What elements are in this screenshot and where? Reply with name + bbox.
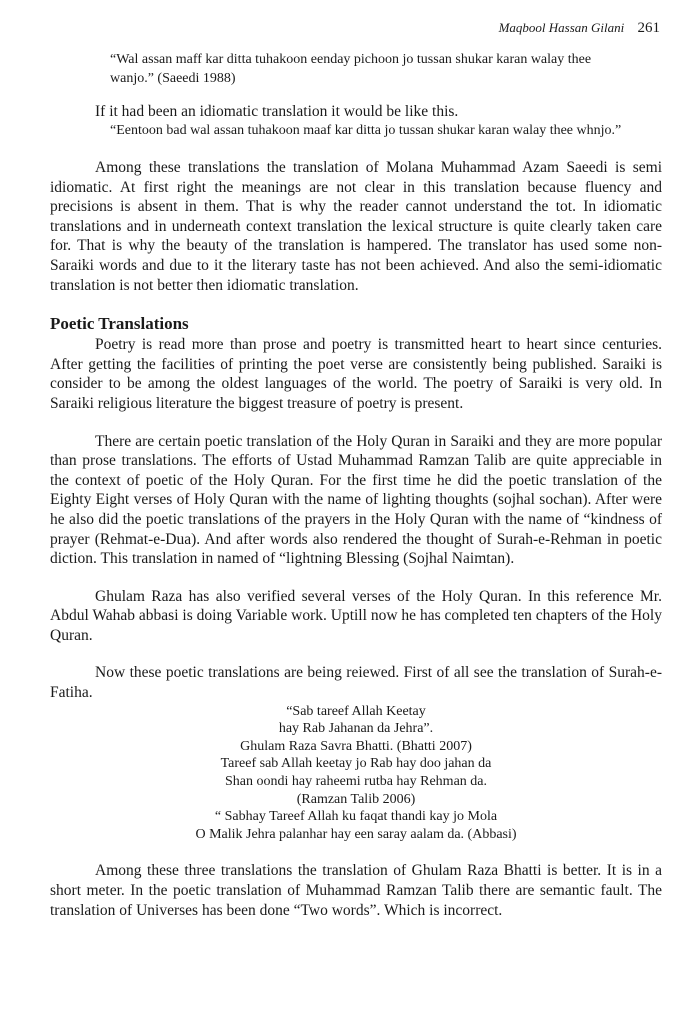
- poem-block: [50, 703, 662, 844]
- poem-line: Ghulam Raza Savra Bhatti. (Bhatti 2007): [240, 738, 472, 754]
- poem-line: “Sab tareef Allah Keetay: [286, 703, 426, 719]
- poem-line: Shan oondi hay raheemi rutba hay Rehman da.: [224, 774, 488, 790]
- running-header-author: Maqbool Hassan Gilani: [498, 20, 625, 35]
- poem-line: Tareef sab Allah keetay jo Rab hay doo jahan da: [220, 756, 492, 772]
- section-heading-poetic-translations: Poetic Translations: [50, 314, 189, 334]
- paragraph-comparison: Among these three translations the translation of Ghulam Raza Bhatti is better. It is in a short meter. In the poetic translation of Muhammad Ramzan Talib there are semantic fault. The translation of Universes has been done “Two words”. Which is incorrect.: [50, 862, 662, 919]
- paragraph-saeedi-analysis: Among these translations the translation of Molana Muhammad Azam Saeedi is semi idiomatic. At first right the meanings are not clear in this translation because fluency and precisions is absent in them. That is why the reader cannot understand the tot. In idiomatic translations and in underneath context translation the lexical structure is quite clearly taken care for. That is why the beauty of the translation is hampered. The translator has used some non-Saraiki words and due to it the literary taste has not been achieved. And also the semi-idiomatic translation is not better then idiomatic translation.: [50, 159, 662, 294]
- page-body: [50, 50, 662, 920]
- paragraph-poetic-translations: There are certain poetic translation of the Holy Quran in Saraiki and they are more popular than prose translations. The efforts of Ustad Muhammad Ramzan Talib are quite appreciable in the context of poetic of the Holy Quran. For the first time he did the poetic translation of the Eighty Eight verses of Holy Quran with the name of lighting thoughts (sojhal sochan). After were he also did the poetic translations of the prayers in the Holy Quran with the name of “kindness of prayer (Rehmat-e-Dua). And after words also rendered the thought of Surah-e-Rehman in poetic diction. This translation in named of “lightning Blessing (Sojhal Naimtan).: [50, 432, 662, 568]
- paragraph-surah-fatiha: Now these poetic translations are being reiewed. First of all see the translation of Surah-e-Fatiha.: [50, 664, 662, 702]
- paragraph-ghulam-raza: Ghulam Raza has also verified several verses of the Holy Quran. In this reference Mr. Abdul Wahab abbasi is doing Variable work. Uptill now he has completed ten chapters of the Holy Quran.: [50, 587, 662, 644]
- idiomatic-intro: If it had been an idiomatic translation it would be like this.: [95, 103, 459, 120]
- poem-line: O Malik Jehra palanhar hay een saray aalam da. (Abbasi): [195, 826, 517, 842]
- poem-line: hay Rab Jahanan da Jehra”.: [278, 721, 434, 737]
- page-number: 261: [637, 20, 660, 36]
- running-header: [499, 20, 660, 37]
- quote-idiomatic: “Eentoon bad wal assan tuhakoon maaf kar ditta jo tussan shukar karan walay thee whnjo.”: [110, 123, 622, 138]
- poem-line: (Ramzan Talib 2006): [296, 791, 416, 807]
- poem-line: “ Sabhay Tareef Allah ku faqat thandi kay jo Mola: [214, 809, 498, 825]
- quote-saeedi: “Wal assan maff kar ditta tuhakoon eenday pichoon jo tussan shukar karan walay thee wanjo.” (Saeedi 1988): [110, 52, 592, 86]
- paragraph-poetry-intro: Poetry is read more than prose and poetry is transmitted heart to heart since centuries. After getting the facilities of printing the poet verse are consistently being published. Saraiki is consider to be among the oldest languages of the world. The poetry of Saraiki is very old. In Saraiki religious literature the biggest treasure of poetry is present.: [50, 336, 662, 412]
